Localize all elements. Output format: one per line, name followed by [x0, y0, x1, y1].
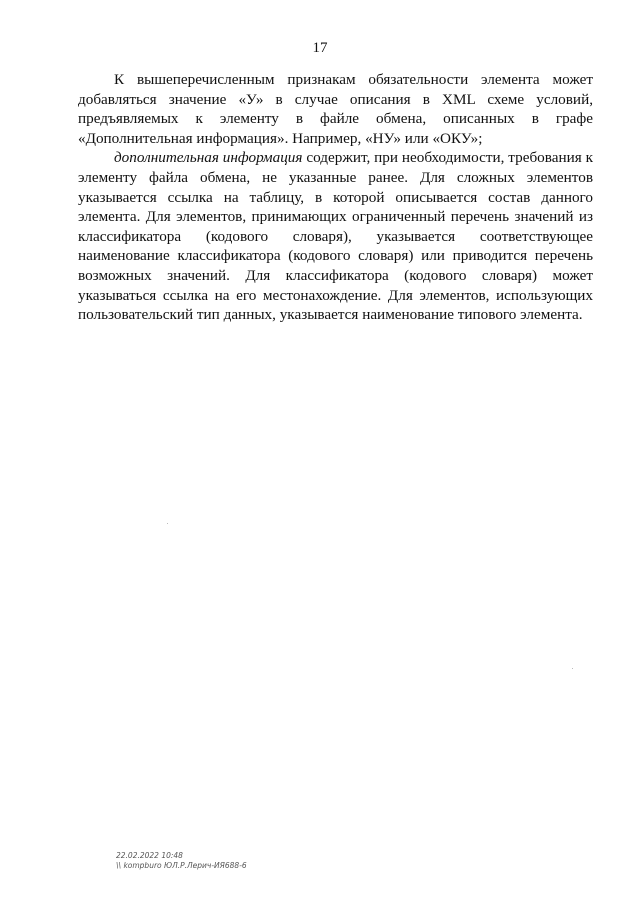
paragraph-2-text: содержит, при необходимости, требования к элементу файла обмена, не указанные ранее. Для сложных элементов указывается ссылка на таблицу, в которой описывается состав данного элемента. Для элементов, принимающих ограниченный перечень значений из классификатора (кодового словаря), указывается соответствующее наименование классификатора (кодового словаря) или приводится перечень возможных значений. Для классификатора (кодового словаря) может указываться ссылка на его местонахождение. Для элементов, использующих пользовательский тип данных, указывается наименование типового элемента.	[78, 149, 593, 324]
paragraph-2-term: дополнительная информация	[114, 149, 303, 167]
print-stamp	[116, 851, 247, 871]
scan-speck	[572, 668, 573, 669]
paragraph-1-text: К вышеперечисленным признакам обязательности элемента может добавляться значение «У» в случае описания в XML схеме условий, предъявляемых к элементу в файле обмена, описанных в графе «Дополнительная информация». Например, «НУ» или «ОКУ»;	[78, 71, 593, 147]
paragraph-2	[78, 148, 593, 324]
stamp-datetime: 22.02.2022 10:48	[116, 851, 183, 860]
scan-speck	[167, 523, 168, 524]
stamp-path: \\ kompburo ЮЛ.Р.Лерич-ИЯ688-6	[116, 861, 247, 870]
body-text	[78, 70, 593, 325]
page-number: 17	[312, 40, 328, 56]
paragraph-1	[78, 70, 593, 148]
